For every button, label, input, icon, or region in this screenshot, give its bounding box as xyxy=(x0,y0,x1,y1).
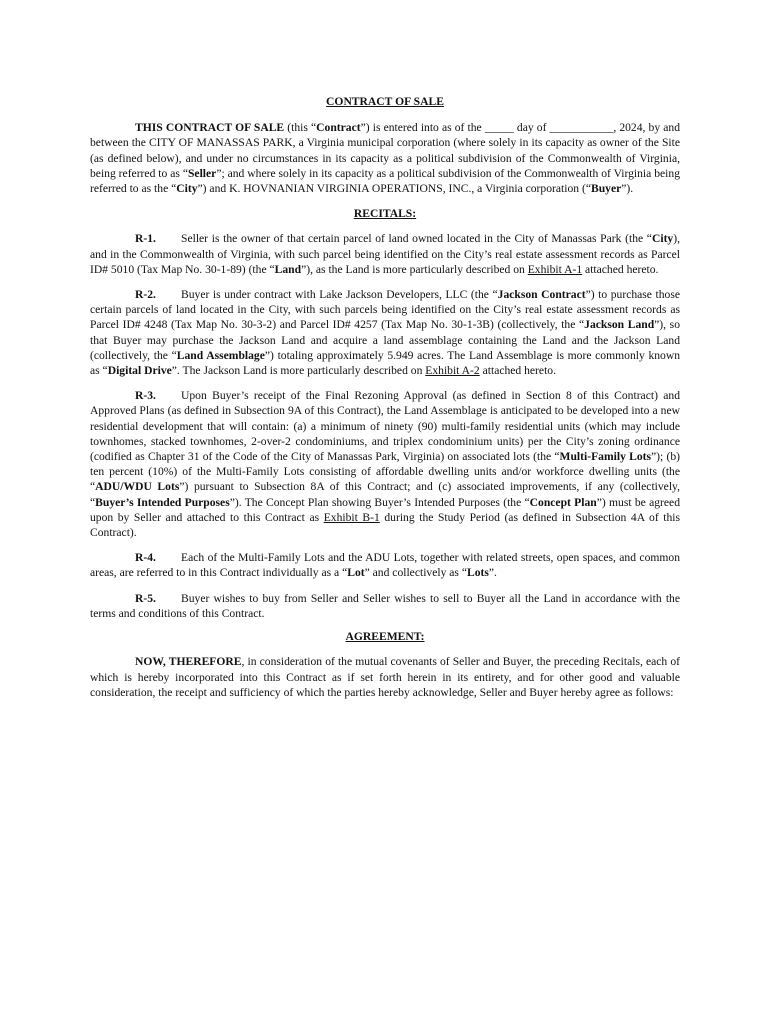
recital-text: ”) pursuant to Subsection 8A of this Contract; and (c) associated improvements, if any (collectively, “ xyxy=(90,480,680,509)
recital-text: ”) must be agreed upon by Seller and attached to this Contract as xyxy=(90,495,680,524)
recital-text: ” and collectively as “ xyxy=(364,566,467,580)
exhibit-b1-reference: Exhibit B-1 xyxy=(323,510,380,524)
intro-text: (this “ xyxy=(284,121,317,135)
recital-text: ”) to purchase those certain parcels of land located in the City, with such parcels being identified on the City’s real estate assessment records as Parcel ID# 4248 (Tax Map No. 30-3-2) and Parcel ID# 4257 (Tax Map No. 30-1-3B) (collectively, the “ xyxy=(90,288,680,332)
term-land: Land xyxy=(274,262,302,276)
term-land-assemblage: Land Assemblage xyxy=(176,348,265,362)
recitals-heading-colon: : xyxy=(412,207,417,221)
term-jackson-contract: Jackson Contract xyxy=(497,288,586,302)
term-contract: Contract xyxy=(316,121,361,135)
exhibit-a2-reference: Exhibit A-2 xyxy=(425,364,480,378)
intro-paragraph xyxy=(90,120,680,196)
recital-r5 xyxy=(90,591,680,621)
recitals-heading xyxy=(90,206,680,221)
recital-text: Buyer wishes to buy from Seller and Seller wishes to sell to Buyer all the Land in accordance with the terms and conditions of this Contract. xyxy=(90,591,680,620)
recital-label: R-4. xyxy=(135,551,156,565)
recital-text: attached hereto. xyxy=(582,262,659,276)
recital-text: ”), so that Buyer may purchase the Jackson Land and acquire a land assemblage containing the Land and the Jackson Land (collectively, the “ xyxy=(90,318,680,362)
term-multi-family-lots: Multi-Family Lots xyxy=(559,450,651,464)
recital-text: Each of the Multi-Family Lots and the ADU Lots, together with related streets, open spaces, and common areas, are referred to in this Contract individually as a “ xyxy=(90,551,680,580)
agreement-text: , in consideration of the mutual covenants of Seller and Buyer, the preceding Recitals, each of which is hereby incorporated into this Contract as if set forth herein in its entirety, and for other good and valuable consideration, the receipt and sufficiency of which the parties hereby acknowledge, Seller and Buyer hereby agree as follows: xyxy=(90,655,680,699)
recital-text: ”), as the Land is more particularly described on xyxy=(301,262,528,276)
agreement-heading-text: AGREEMENT xyxy=(345,630,421,644)
recital-r3 xyxy=(90,388,680,540)
recital-r4 xyxy=(90,550,680,580)
recital-text: ”. The Jackson Land is more particularly described on xyxy=(171,364,426,378)
term-concept-plan: Concept Plan xyxy=(529,495,597,509)
exhibit-a1-reference: Exhibit A-1 xyxy=(527,262,583,276)
document-body xyxy=(90,94,680,710)
recital-label: R-2. xyxy=(135,288,156,302)
intro-text: ”; and where solely in its capacity as a political subdivision of the Commonwealth of Virginia being referred to as the “ xyxy=(90,166,680,196)
recitals-heading-text: RECITALS xyxy=(353,207,413,221)
term-city: City xyxy=(176,182,198,196)
intro-text: ”) and K. HOVNANIAN VIRGINIA OPERATIONS, INC., a Virginia corporation (“ xyxy=(197,182,591,196)
term-seller: Seller xyxy=(187,166,217,180)
document-title: CONTRACT OF SALE xyxy=(326,95,444,108)
recital-text: attached hereto. xyxy=(479,364,556,378)
recital-text: ”. xyxy=(488,566,497,580)
intro-lead: THIS CONTRACT OF SALE xyxy=(135,121,285,135)
agreement-heading xyxy=(90,629,680,644)
recital-label: R-3. xyxy=(135,389,156,403)
recital-text: ”); (b) ten percent (10%) of the Multi-Family Lots consisting of affordable dwelling units and/or workforce dwelling units (the “ xyxy=(90,450,680,494)
recital-label: R-5. xyxy=(135,591,156,605)
recital-text: ”). The Concept Plan showing Buyer’s Intended Purposes (the “ xyxy=(229,495,530,509)
recital-label: R-1. xyxy=(135,232,156,246)
recital-r1 xyxy=(90,231,680,277)
recital-r2 xyxy=(90,287,680,378)
term-adu-wdu-lots: ADU/WDU Lots xyxy=(95,480,180,494)
recital-text: Upon Buyer’s receipt of the Final Rezoning Approval (as defined in Section 8 of this Contract) and Approved Plans (as defined in Subsection 9A of this Contract), the Land Assemblage is anticipated to be developed into a new residential development that will contain: (a) a minimum of ninety (90) multi-family residential units (which may include townhomes, stacked townhomes, 2-over-2 condominiums, and triplex condominium units) per the City’s zoning ordinance (codified as Chapter 31 of the Code of the City of Manassas Park, Virginia) on associated lots (the “ xyxy=(90,389,680,464)
term-jackson-land: Jackson Land xyxy=(584,318,655,332)
term-digital-drive: Digital Drive xyxy=(107,364,172,378)
agreement-paragraph xyxy=(90,654,680,700)
term-buyer: Buyer xyxy=(590,182,622,196)
recital-text: Seller is the owner of that certain parcel of land owned located in the City of Manassas Park (the “ xyxy=(181,232,652,246)
term-city: City xyxy=(651,232,674,246)
term-lots: Lots xyxy=(466,566,489,580)
agreement-heading-colon: : xyxy=(420,630,425,644)
term-buyers-intended-purposes: Buyer’s Intended Purposes xyxy=(95,495,230,509)
recital-text: ), and in the Commonwealth of Virginia, with such parcel being identified on the City’s real estate assessment records as Parcel ID# 5010 (Tax Map No. 30-1-89) (the “ xyxy=(90,232,680,276)
agreement-lead: NOW, THEREFORE xyxy=(135,655,242,669)
recital-text: Buyer is under contract with Lake Jackson Developers, LLC (the “ xyxy=(181,288,498,302)
term-lot: Lot xyxy=(347,566,365,580)
intro-text: ”). xyxy=(621,182,634,196)
recital-text: ”) totaling approximately 5.949 acres. The Land Assemblage is more commonly known as “ xyxy=(90,348,681,378)
intro-text: ”) is entered into as of the _____ day of ___________, 2024, by and between the CITY OF MANASSAS PARK, a Virginia municipal corporation (where solely in its capacity as owner of the Site (as defined below), and under no circumstances in its capacity as a political subdivision of the Commonwealth of Virginia, being referred to as “ xyxy=(90,121,680,180)
recital-text: during the Study Period (as defined in Subsection 4A of this Contract). xyxy=(90,510,681,540)
